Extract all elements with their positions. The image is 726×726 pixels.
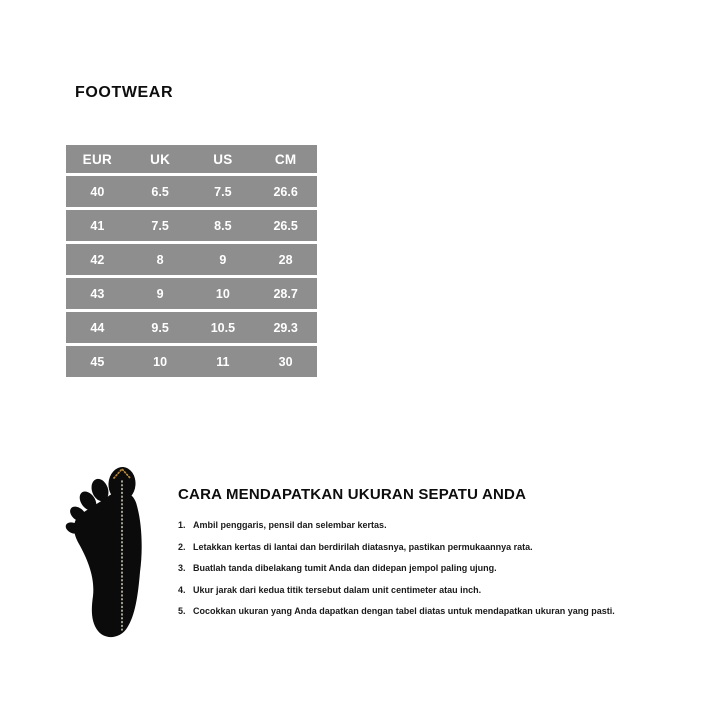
table-row — [66, 210, 317, 241]
step-text: Ambil penggaris, pensil dan selembar kertas. — [193, 520, 387, 530]
guide-step-4 — [178, 585, 658, 597]
step-number: 4. — [178, 584, 186, 595]
table-row — [66, 244, 317, 275]
foot-measurement-illustration — [64, 462, 160, 644]
step-number: 1. — [178, 520, 186, 530]
guide-step-5 — [178, 606, 658, 618]
size-table — [66, 145, 317, 377]
table-cell: 41 — [90, 218, 105, 233]
table-row — [66, 278, 317, 309]
table-cell: 11 — [216, 354, 230, 369]
step-text: Ukur jarak dari kedua titik tersebut dalam unit centimeter atau inch. — [193, 584, 482, 595]
table-cell: 28 — [278, 252, 293, 267]
table-cell: 10.5 — [210, 320, 236, 335]
step-number: 2. — [178, 541, 186, 552]
size-table-header-eur: EUR — [82, 151, 113, 167]
size-table-header-uk: UK — [150, 151, 171, 167]
table-cell: 40 — [90, 184, 105, 199]
page-title: FOOTWEAR — [75, 84, 174, 101]
table-cell: 9 — [219, 252, 227, 267]
table-cell: 8.5 — [214, 218, 232, 233]
table-cell: 44 — [90, 320, 105, 335]
table-row — [66, 176, 317, 207]
table-cell: 30 — [278, 354, 293, 369]
table-cell: 43 — [90, 286, 105, 301]
guide-heading: CARA MENDAPATKAN UKURAN SEPATU ANDA — [178, 486, 527, 503]
table-cell: 10 — [153, 354, 168, 369]
size-table-header-cm: CM — [274, 151, 297, 167]
step-number: 5. — [178, 606, 186, 616]
size-table-header-row — [66, 145, 317, 173]
table-cell: 29.3 — [273, 320, 298, 335]
guide-step-1 — [178, 520, 658, 532]
step-text: Letakkan kertas di lantai dan berdirilah diatasnya, pastikan permukaannya rata. — [193, 541, 533, 552]
guide-step-3 — [178, 563, 658, 575]
table-cell: 9 — [156, 286, 164, 301]
table-cell: 10 — [215, 286, 230, 301]
step-text: Buatlah tanda dibelakang tumit Anda dan didepan jempol paling ujung. — [193, 563, 497, 573]
table-cell: 26.5 — [273, 218, 298, 233]
table-cell: 28.7 — [273, 286, 298, 301]
table-cell: 26.6 — [273, 184, 298, 199]
measure-guide — [178, 486, 658, 628]
table-cell: 9.5 — [151, 320, 169, 335]
foot-silhouette-icon — [64, 462, 160, 644]
table-cell: 7.5 — [151, 218, 169, 233]
table-row — [66, 346, 317, 377]
table-row — [66, 312, 317, 343]
step-number: 3. — [178, 563, 186, 573]
table-cell: 45 — [90, 354, 105, 369]
table-cell: 6.5 — [151, 184, 169, 199]
guide-step-2 — [178, 542, 658, 554]
table-cell: 8 — [156, 252, 164, 267]
size-table-header-us: US — [213, 151, 233, 167]
table-cell: 7.5 — [214, 184, 232, 199]
step-text: Cocokkan ukuran yang Anda dapatkan dengan tabel diatas untuk mendapatkan ukuran yang pasti. — [193, 606, 615, 616]
table-cell: 42 — [90, 252, 105, 267]
